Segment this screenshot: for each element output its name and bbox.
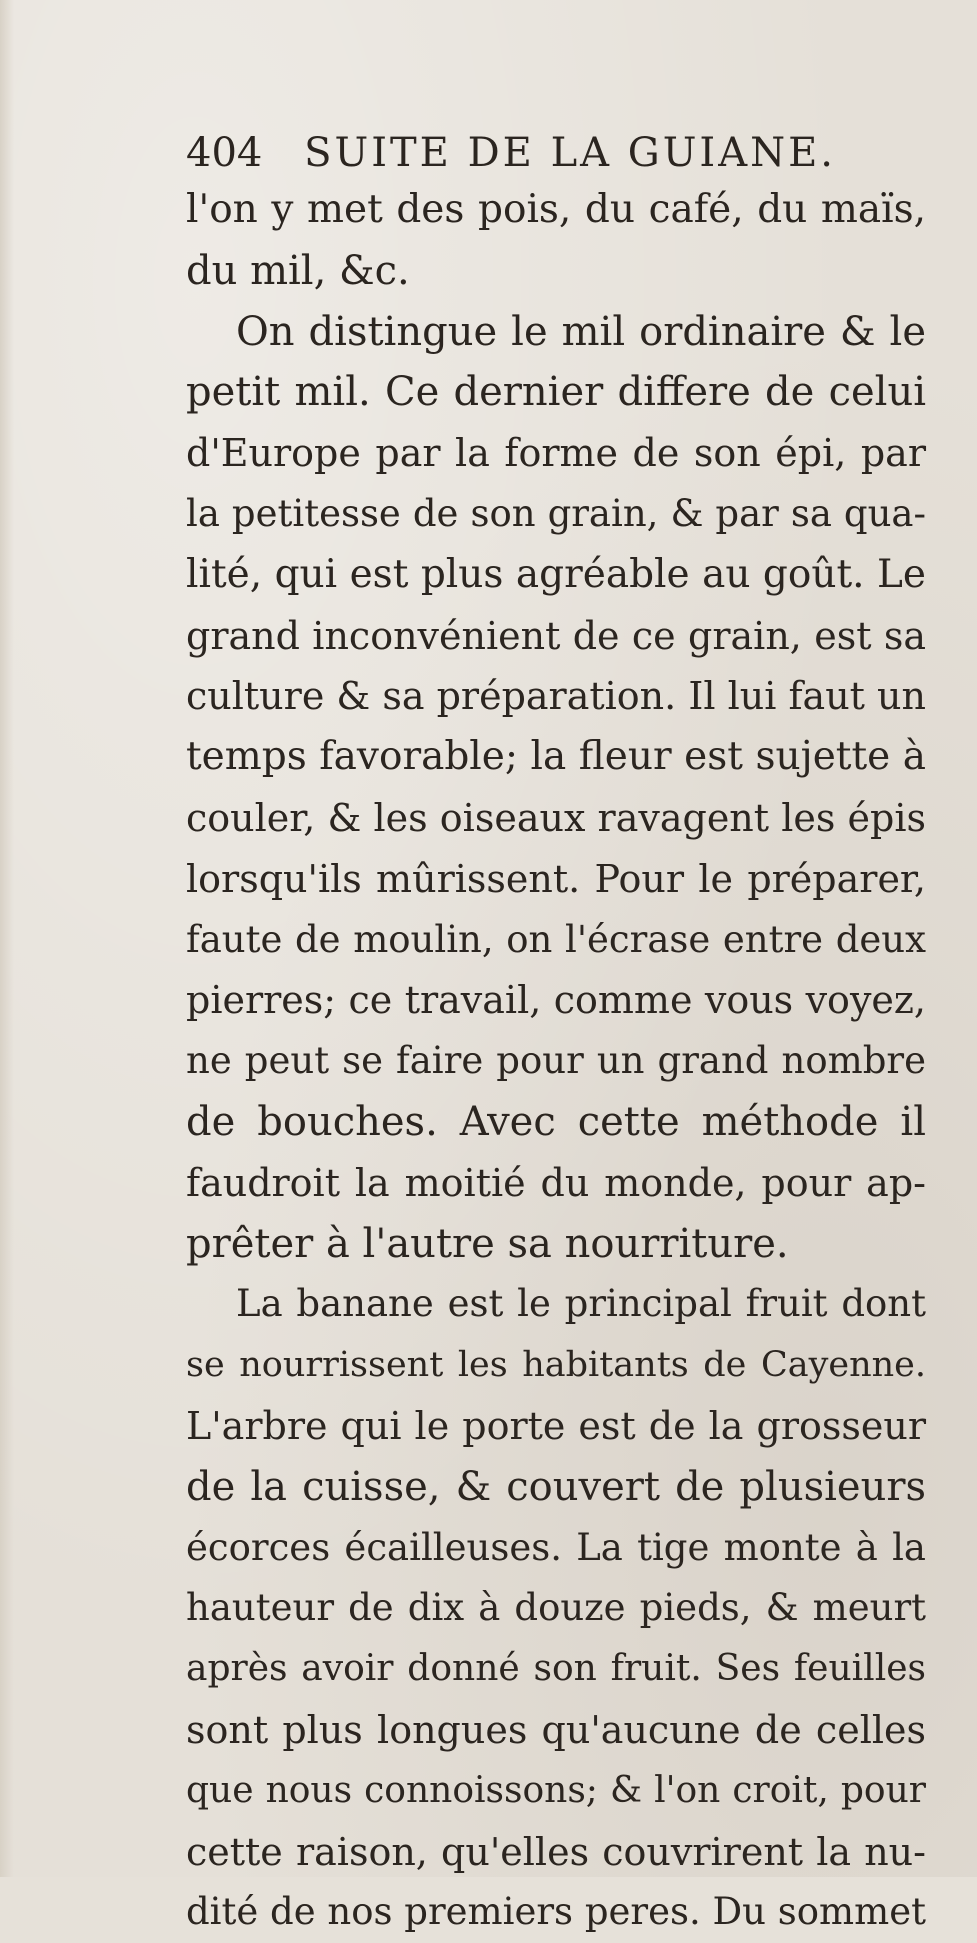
- page-gutter-shadow: [0, 0, 14, 1877]
- text-line: On distingue le mil ordinaire & le: [236, 308, 926, 355]
- text-line: L'arbre qui le porte est de la grosseur: [186, 1403, 926, 1448]
- text-line: hauteur de dix à douze pieds, & meurt: [186, 1586, 926, 1630]
- running-title: SUITE DE LA GUIANE.: [304, 130, 836, 176]
- text-line: lorsqu'ils mûrissent. Pour le préparer,: [186, 856, 926, 901]
- text-line: cette raison, qu'elles couvrirent la nu-: [186, 1829, 926, 1874]
- text-line: faudroit la moitié du monde, pour ap-: [186, 1160, 926, 1205]
- text-line: dité de nos premiers peres. Du sommet: [186, 1890, 926, 1934]
- page-number: 404: [186, 130, 263, 176]
- text-line: la petitesse de son grain, & par sa qua-: [186, 491, 926, 535]
- text-line: couler, & les oiseaux ravagent les épis: [186, 795, 926, 840]
- text-line: d'Europe par la forme de son épi, par: [186, 431, 926, 476]
- text-line: ne peut se faire pour un grand nombre: [186, 1039, 926, 1083]
- text-line: faute de moulin, on l'écrase entre deux: [186, 917, 926, 961]
- text-line: petit mil. Ce dernier differe de celui: [186, 369, 926, 416]
- text-line: du mil, &c.: [186, 247, 410, 294]
- text-line: de la cuisse, & couvert de plusieurs: [186, 1463, 926, 1510]
- text-line: temps favorable; la fleur est sujette à: [186, 734, 926, 780]
- running-header: [186, 124, 926, 182]
- text-line: culture & sa préparation. Il lui faut un: [186, 674, 926, 719]
- text-line: de bouches. Avec cette méthode il: [186, 1098, 926, 1145]
- text-line: La banane est le principal fruit dont: [236, 1282, 926, 1326]
- text-line: lité, qui est plus agréable au goût. Le: [186, 551, 926, 597]
- text-line: se nourrissent les habitants de Cayenne.: [186, 1345, 926, 1386]
- text-line: pierres; ce travail, comme vous voyez,: [186, 978, 926, 1023]
- text-line: grand inconvénient de ce grain, est sa: [186, 613, 926, 658]
- text-line: prêter à l'autre sa nourriture.: [186, 1220, 789, 1267]
- text-line: l'on y met des pois, du café, du maïs,: [186, 187, 926, 232]
- text-line: que nous connoissons; & l'on croit, pour: [186, 1769, 926, 1811]
- text-line: sont plus longues qu'aucune de celles: [186, 1707, 926, 1752]
- text-line: après avoir donné son fruit. Ses feuilles: [186, 1648, 926, 1690]
- body-text: [186, 180, 926, 1943]
- text-line: écorces écailleuses. La tige monte à la: [186, 1525, 926, 1569]
